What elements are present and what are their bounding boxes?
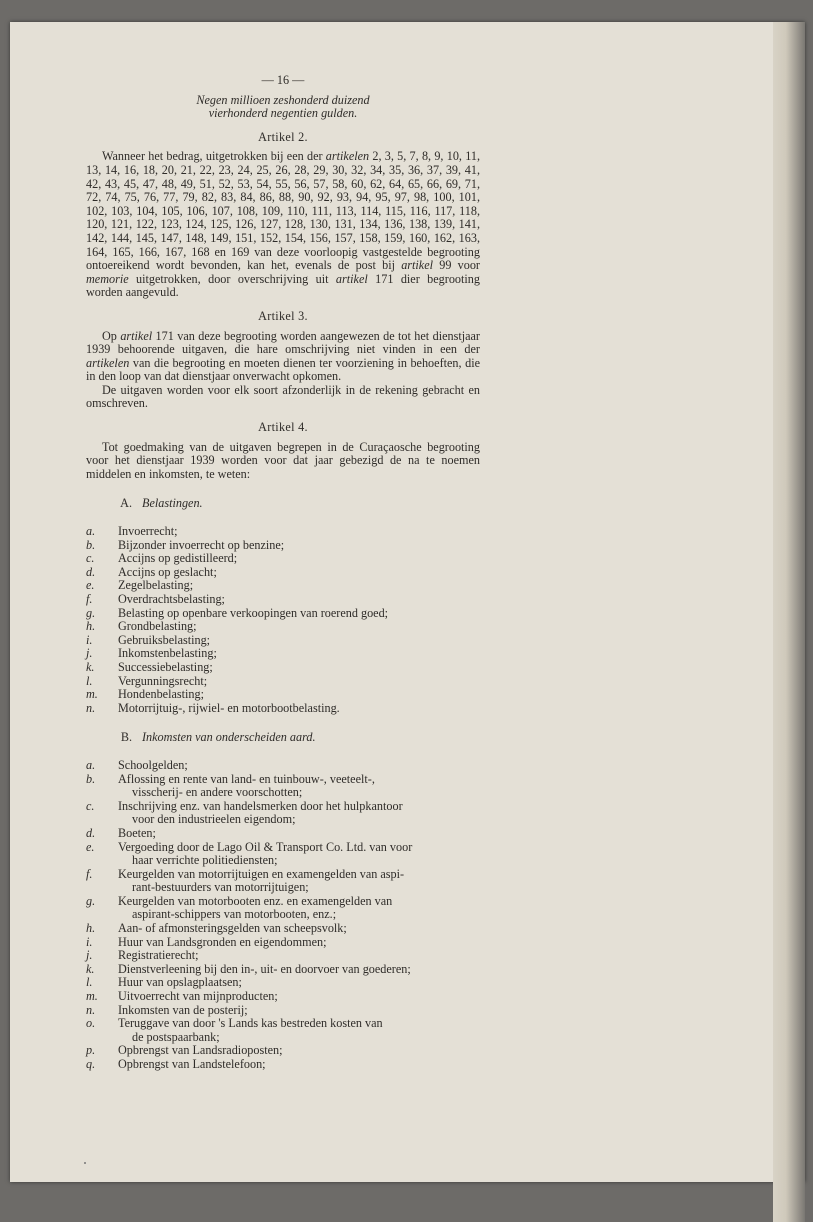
item-text: Invoerrecht; <box>118 524 178 539</box>
page-content <box>86 74 480 1072</box>
page-number: — 16 — <box>261 73 305 87</box>
intro-line-1: Negen millioen zeshonderd duizend <box>196 92 370 107</box>
list-item <box>86 566 480 580</box>
list-item <box>86 936 480 950</box>
artikel-3-paragraph-1: Op artikel 171 van deze begrooting worden aangewezen de tot het dienstjaar 1939 behoorende uitgaven, die hare omschrijving niet vinden in een der artikelen van die begrooting en moeten dienen ter voorziening in behoeften, die in den loop van dat dienstjaar onverwacht opkomen. <box>86 328 480 384</box>
item-text: Grondbelasting; <box>118 619 197 634</box>
item-text: Accijns op geslacht; <box>118 564 217 579</box>
item-text: Opbrengst van Landsradioposten; <box>118 1043 283 1058</box>
item-text: Huur van opslagplaatsen; <box>118 975 242 990</box>
item-text: Aflossing en rente van land- en tuinbouw-, veeteelt-, <box>118 771 375 786</box>
list-item <box>86 634 480 648</box>
section-b-title: Inkomsten van onderscheiden aard. <box>142 730 316 745</box>
item-label: d. <box>86 564 96 579</box>
item-label: g. <box>86 893 96 908</box>
item-text: Schoolgelden; <box>118 757 188 772</box>
item-label: f. <box>86 866 93 881</box>
item-text: Uitvoerrecht van mijnproducten; <box>118 989 278 1004</box>
item-text: Opbrengst van Landstelefoon; <box>118 1057 266 1071</box>
item-continuation: haar verrichte politiediensten; <box>132 853 278 868</box>
item-label: n. <box>86 1002 96 1017</box>
list-item <box>86 661 480 675</box>
artikel-4-text: Tot goedmaking van de uitgaven begrepen in de Curaçaosche begrooting voor het dienstjaar 1939 worden voor dat jaar gebezigd de na te noemen middelen en inkomsten, te weten: <box>86 439 480 481</box>
item-continuation: aspirant-schippers van motorbooten, enz.; <box>132 907 337 922</box>
list-item <box>86 702 480 716</box>
item-text: Gebruiksbelasting; <box>118 632 211 647</box>
intro-text <box>86 94 480 121</box>
item-label: p. <box>86 1043 96 1058</box>
item-text: Accijns op gedistilleerd; <box>118 551 238 566</box>
item-text: Overdrachtsbelasting; <box>118 592 225 606</box>
item-text: Teruggave van door 's Lands kas bestreden kosten van <box>118 1016 383 1031</box>
item-label: d. <box>86 825 96 840</box>
section-b-letter: B. <box>120 730 132 745</box>
list-item <box>86 620 480 634</box>
item-text: Vergoeding door de Lago Oil & Transport Co. Ltd. van voor <box>118 839 413 854</box>
list-item <box>86 868 480 895</box>
item-text: Huur van Landsgronden en eigendommen; <box>118 934 327 949</box>
item-continuation: visscherij- en andere voorschotten; <box>132 785 303 800</box>
item-continuation: voor den industrieelen eigendom; <box>132 812 296 827</box>
item-label: l. <box>86 975 93 990</box>
item-text: Vergunningsrecht; <box>118 673 208 688</box>
item-text: Inkomsten van de posterij; <box>118 1002 248 1017</box>
list-item <box>86 1017 480 1044</box>
item-label: a. <box>86 524 96 539</box>
list-item <box>86 539 480 553</box>
item-label: l. <box>86 673 93 688</box>
item-label: o. <box>86 1016 96 1031</box>
list-item <box>86 990 480 1004</box>
item-text: Aan- of afmonsteringsgelden van scheepsvolk; <box>118 921 347 936</box>
document-page <box>10 22 805 1182</box>
item-label: j. <box>86 948 93 963</box>
speck-mark <box>84 1162 86 1164</box>
list-item <box>86 1044 480 1058</box>
section-a-letter: A. <box>120 496 132 511</box>
belastingen-list <box>86 525 480 715</box>
bleed-through-text <box>480 92 780 220</box>
list-item <box>86 688 480 702</box>
item-label: h. <box>86 619 96 634</box>
item-text: Belasting op openbare verkoopingen van roerend goed; <box>118 605 389 620</box>
item-label: i. <box>86 934 93 949</box>
item-text: Inschrijving enz. van handelsmerken door het hulpkantoor <box>118 798 403 813</box>
artikel-4-heading: Artikel 4. <box>258 420 308 435</box>
item-label: k. <box>86 659 95 674</box>
list-item <box>86 607 480 621</box>
list-item <box>86 949 480 963</box>
intro-line-2: vierhonderd negentien gulden. <box>208 106 358 121</box>
list-item <box>86 647 480 661</box>
list-item <box>86 759 480 773</box>
list-item <box>86 895 480 922</box>
item-text: Keurgelden van motorrijtuigen en examengelden van aspi- <box>118 866 405 881</box>
item-label: e. <box>86 839 95 854</box>
item-text: Successiebelasting; <box>118 659 213 674</box>
list-item <box>86 827 480 841</box>
artikel-2-heading: Artikel 2. <box>258 129 308 144</box>
item-label: h. <box>86 921 96 936</box>
item-text: Boeten; <box>118 825 156 840</box>
item-label: g. <box>86 605 96 620</box>
item-label: j. <box>86 646 93 661</box>
artikel-2-text: Wanneer het bedrag, uitgetrokken bij een der artikelen 2, 3, 5, 7, 8, 9, 10, 11, 13, 14, 16, 18, 20, 21, 22, 23, 24, 25, 26, 28, 29, 30, 32, 34, 35, 36, 37, 39, 41, 42, 43, 45, 47, 48, 49, 51, 52, 53, 54, 55, 56, 57, 58, 60, 62, 64, 65, 66, 69, 71, 72, 74, 75, 76, 77, 79, 82, 83, 84, 86, 88, 90, 92, 93, 94, 95, 97, 98, 100, 101, 102, 103, 104, 105, 106, 107, 108, 109, 110, 111, 113, 114, 115, 116, 117, 118, 120, 121, 122, 123, 124, 125, 126, 127, 128, 130, 131, 134, 136, 138, 139, 141, 142, 144, 145, 147, 148, 149, 151, 152, 154, 156, 157, 158, 159, 160, 162, 163, 164, 165, 166, 167, 168 en 169 van deze voorloopig vastgestelde begrooting ontoereikend wordt bevonden, kan het, evenals de post bij artikel 99 voor memorie uitgetrokken, door overschrijving uit artikel 171 dier begrooting worden aangevuld. <box>86 149 480 300</box>
item-label: m. <box>86 687 98 702</box>
list-item <box>86 976 480 990</box>
item-text: Zegelbelasting; <box>118 578 194 593</box>
item-label: c. <box>86 551 95 566</box>
item-label: i. <box>86 632 93 647</box>
item-label: m. <box>86 989 98 1004</box>
item-label: k. <box>86 961 95 976</box>
item-label: b. <box>86 537 96 552</box>
artikel-3-heading: Artikel 3. <box>258 308 308 323</box>
list-item <box>86 773 480 800</box>
list-item <box>86 800 480 827</box>
list-item <box>86 841 480 868</box>
list-item <box>86 675 480 689</box>
item-continuation: de postspaarbank; <box>132 1029 220 1044</box>
section-b-heading <box>86 731 480 745</box>
inkomsten-list <box>86 759 480 1072</box>
item-text: Registratierecht; <box>118 948 199 963</box>
item-text: Hondenbelasting; <box>118 687 204 702</box>
list-item <box>86 579 480 593</box>
item-label: n. <box>86 700 96 715</box>
list-item <box>86 1004 480 1018</box>
list-item <box>86 1058 480 1072</box>
item-text: Keurgelden van motorbooten enz. en examengelden van <box>118 893 393 908</box>
item-text: Dienstverleening bij den in-, uit- en doorvoer van goederen; <box>118 961 411 976</box>
list-item <box>86 963 480 977</box>
list-item <box>86 593 480 607</box>
item-text: Inkomstenbelasting; <box>118 646 217 661</box>
list-item <box>86 552 480 566</box>
item-continuation: rant-bestuurders van motorrijtuigen; <box>132 880 309 895</box>
artikel-3-paragraph-2: De uitgaven worden voor elk soort afzonderlijk in de rekening gebracht en omschreven. <box>86 382 480 411</box>
section-a-title: Belastingen. <box>142 496 203 511</box>
list-item <box>86 525 480 539</box>
list-item <box>86 922 480 936</box>
item-text: Bijzonder invoerrecht op benzine; <box>118 537 285 552</box>
section-a-heading <box>86 497 480 511</box>
item-label: c. <box>86 798 95 813</box>
item-label: b. <box>86 771 96 786</box>
item-label: q. <box>86 1057 96 1071</box>
item-label: e. <box>86 578 95 593</box>
page-edge-strip <box>773 22 805 1222</box>
item-label: f. <box>86 592 93 606</box>
item-text: Motorrijtuig-, rijwiel- en motorbootbelasting. <box>118 700 340 715</box>
item-label: a. <box>86 757 96 772</box>
